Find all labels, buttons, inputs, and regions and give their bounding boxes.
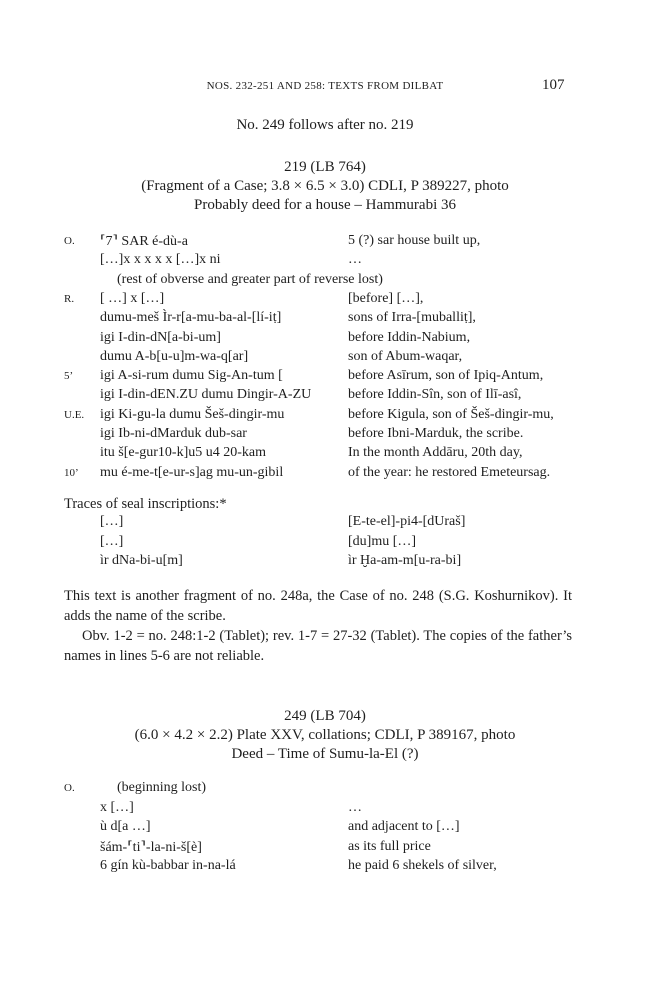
translation: before Asīrum, son of Ipiq-Antum,	[348, 368, 544, 384]
text249-line	[0, 780, 650, 800]
text219-title: 219 (LB 764)	[284, 159, 366, 175]
text219-line	[0, 387, 650, 407]
text219-description: Probably deed for a house – Hammurabi 36	[193, 197, 457, 213]
line-label: 10’	[64, 466, 79, 479]
text219-line	[0, 349, 650, 369]
line-label: R.	[64, 292, 75, 305]
transliteration: x […]	[100, 799, 134, 815]
translation: In the month Addāru, 20th day,	[348, 445, 523, 461]
commentary-1: This text is another fragment of no. 248a, the Case of no. 248 (S.G. Koshurnikov). It adds the name of the scribe.	[64, 588, 572, 624]
line-label: O.	[64, 235, 75, 247]
transliteration: itu š[e-gur10-k]u5 u4 20-kam	[100, 445, 267, 461]
seal-left: […]	[100, 533, 124, 549]
line-label: O.	[64, 782, 75, 794]
text249-line	[0, 800, 650, 820]
seal-left: […]	[100, 514, 124, 529]
page-number: 107	[542, 77, 565, 93]
seal-right: ìr Ḫa-am-m[u-ra-bi]	[348, 553, 462, 568]
text219-line	[0, 465, 650, 485]
translation: before Iddin-Sîn, son of Ilī-asî,	[348, 387, 522, 403]
text249-title: 249 (LB 704)	[284, 708, 366, 724]
seal-right: [E-te-el]-pi4-[dUraš]	[348, 514, 466, 529]
text219-line	[0, 233, 650, 253]
text219-line	[0, 252, 650, 272]
note-249-follows: No. 249 follows after no. 219	[236, 117, 414, 133]
transliteration: 6 gín kù-babbar in-na-lá	[100, 858, 236, 873]
text249-description: Deed – Time of Sumu-la-El (?)	[231, 746, 419, 762]
commentary	[64, 586, 572, 666]
transliteration: šám-⸢ti⸣-la-ni-š[è]	[100, 839, 202, 855]
translation: before Iddin-Nabium,	[348, 329, 471, 345]
text219-line	[0, 426, 650, 446]
transliteration: (beginning lost)	[117, 780, 207, 795]
text219-line	[0, 330, 650, 350]
text219-line	[0, 445, 650, 465]
seal-right: [du]mu […]	[348, 533, 417, 549]
text249-subtitle: (6.0 × 4.2 × 2.2) Plate XXV, collations; CDLI, P 389167, photo	[134, 727, 516, 743]
transliteration: igi Ki-gu-la dumu Šeš-dingir-mu	[100, 406, 285, 422]
transliteration: igi A-si-rum dumu Sig-An-tum [	[100, 368, 283, 384]
seal-left: ìr dNa-bi-u[m]	[100, 553, 183, 568]
text219-line	[0, 310, 650, 330]
translation: as its full price	[348, 838, 431, 854]
text219-subtitle: (Fragment of a Case; 3.8 × 6.5 × 3.0) CDLI, P 389227, photo	[141, 178, 509, 194]
seal-heading: Traces of seal inscriptions:*	[64, 496, 227, 512]
text249-line	[0, 819, 650, 839]
transliteration: mu é-me-t[e-ur-s]ag mu-un-gibil	[100, 464, 284, 480]
seal-line	[0, 514, 650, 534]
transliteration: igi I-din-dN[a-bi-um]	[100, 329, 221, 345]
seal-line	[0, 534, 650, 554]
translation: son of Abum-waqar,	[348, 348, 463, 364]
transliteration: igi I-din-dEN.ZU dumu Dingir-A-ZU	[100, 387, 312, 403]
transliteration: [ …] x […]	[100, 290, 165, 306]
line-label: 5’	[64, 370, 74, 383]
translation: and adjacent to […]	[348, 819, 460, 834]
translation: he paid 6 shekels of silver,	[348, 858, 497, 873]
translation: …	[348, 252, 362, 268]
transliteration: (rest of obverse and greater part of reverse lost)	[117, 271, 383, 287]
text219-line	[0, 291, 650, 311]
translation: 5 (?) sar house built up,	[348, 233, 481, 248]
text219-line	[0, 407, 650, 427]
text219-line	[0, 272, 650, 292]
translation: before Ibni-Marduk, the scribe.	[348, 426, 524, 441]
text219-line	[0, 368, 650, 388]
transliteration: dumu A-b[u-u]m-wa-q[ar]	[100, 348, 249, 364]
running-title: NOS. 232-251 AND 258: TEXTS FROM DILBAT	[206, 80, 444, 92]
transliteration: […]x x x x x […]x ni	[100, 252, 221, 268]
transliteration: dumu-meš Ìr-r[a-mu-ba-al-[lí-iṭ]	[100, 310, 282, 326]
seal-line	[0, 553, 650, 573]
transliteration: ù d[a …]	[100, 819, 151, 834]
translation: of the year: he restored Emeteursag.	[348, 464, 551, 480]
translation: [before] […],	[348, 290, 424, 306]
transliteration: ⸢7⸣ SAR é-dù-a	[100, 234, 188, 249]
transliteration: igi Ib-ni-dMarduk dub-sar	[100, 426, 247, 441]
commentary-2: Obv. 1-2 = no. 248:1-2 (Tablet); rev. 1-7 = 27-32 (Tablet). The copies of the father’s names in lines 5-6 are not reliable.	[64, 628, 572, 664]
translation: …	[348, 799, 362, 815]
text249-line	[0, 839, 650, 859]
line-label: U.E.	[64, 408, 85, 421]
translation: before Kigula, son of Šeš-dingir-mu,	[348, 406, 554, 422]
translation: sons of Irra-[muballiṭ],	[348, 310, 476, 326]
text249-line	[0, 858, 650, 878]
